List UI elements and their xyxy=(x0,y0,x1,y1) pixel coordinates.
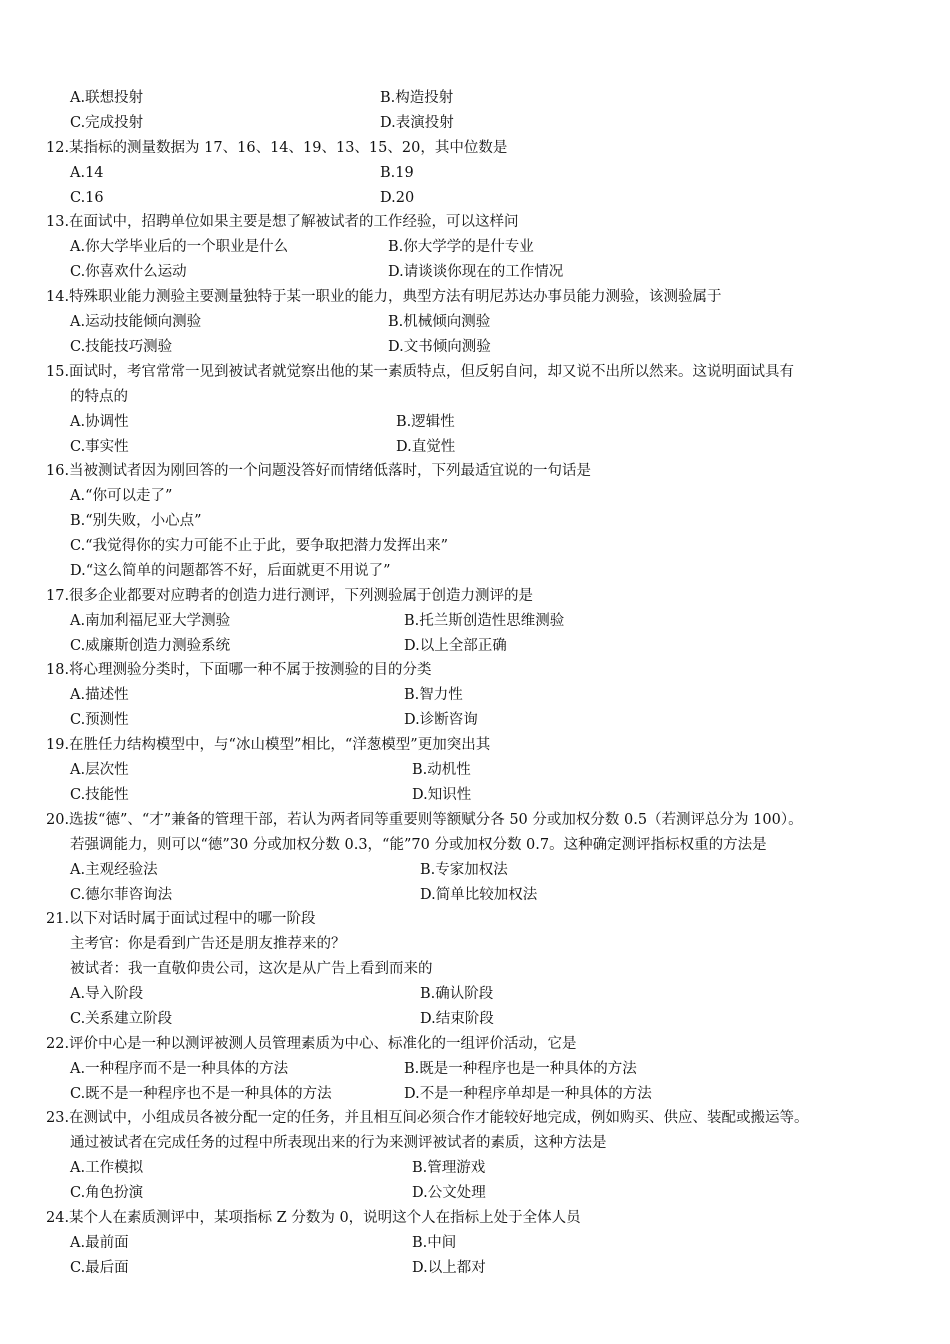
q19-option-a: A.层次性 xyxy=(70,762,129,778)
q14-option-b: B.机械倾向测验 xyxy=(388,314,491,330)
q15-option-d: D.直觉性 xyxy=(396,439,456,455)
q23-question-stem: 23.在测试中，小组成员各被分配一定的任务，并且相互间必须合作才能较好地完成，例如购买、供应、装配或搬运等。 xyxy=(46,1110,809,1126)
q16-option-a: A.“你可以走了” xyxy=(70,488,173,504)
q20-question-stem: 20.选拔“德”、“才”兼备的管理干部，若认为两者同等重要则等额赋分各 50 分或加权分数 0.5（若测评总分为 100）。 xyxy=(46,812,803,828)
q18-question-stem: 18.将心理测验分类时，下面哪一种不属于按测验的目的分类 xyxy=(46,662,432,678)
q23-option-a: A.工作模拟 xyxy=(70,1160,144,1176)
q22-option-b: B.既是一种程序也是一种具体的方法 xyxy=(404,1061,637,1077)
q21-question-stem: 21.以下对话时属于面试过程中的哪一阶段 xyxy=(46,911,316,927)
q11-options-option-c: C.完成投射 xyxy=(70,115,144,131)
q14-question-stem: 14.特殊职业能力测验主要测量独特于某一职业的能力，典型方法有明尼苏达办事员能力测验，该测验属于 xyxy=(46,289,722,305)
q20-text-line: 若强调能力，则可以“德”30 分或加权分数 0.3，“能”70 分或加权分数 0.7。这种确定测评指标权重的方法是 xyxy=(70,837,767,853)
q13-option-b: B.你大学学的是什专业 xyxy=(388,239,534,255)
q24-option-b: B.中间 xyxy=(412,1235,457,1251)
q12-option-d: D.20 xyxy=(380,190,415,206)
q16-option-c: C.“我觉得你的实力可能不止于此，要争取把潜力发挥出来” xyxy=(70,538,449,554)
q21-option-b: B.确认阶段 xyxy=(420,986,494,1002)
q13-option-c: C.你喜欢什么运动 xyxy=(70,264,187,280)
q15-option-c: C.事实性 xyxy=(70,439,129,455)
q12-option-a: A.14 xyxy=(70,165,104,181)
q24-option-d: D.以上都对 xyxy=(412,1260,486,1276)
q17-question-stem: 17.很多企业都要对应聘者的创造力进行测评，下列测验属于创造力测评的是 xyxy=(46,588,534,604)
q17-option-b: B.托兰斯创造性思维测验 xyxy=(404,613,565,629)
q16-option-d: D.“这么简单的问题都答不好，后面就更不用说了” xyxy=(70,563,391,579)
q20-option-b: B.专家加权法 xyxy=(420,862,508,878)
q14-option-d: D.文书倾向测验 xyxy=(388,339,491,355)
q21-option-a: A.导入阶段 xyxy=(70,986,144,1002)
q12-question-stem: 12.某指标的测量数据为 17、16、14、19、13、15、20，其中位数是 xyxy=(46,140,508,156)
q19-option-d: D.知识性 xyxy=(412,787,472,803)
q23-option-d: D.公文处理 xyxy=(412,1185,486,1201)
q21-option-c: C.关系建立阶段 xyxy=(70,1011,173,1027)
q23-option-c: C.角色扮演 xyxy=(70,1185,144,1201)
q21-text-line: 被试者：我一直敬仰贵公司，这次是从广告上看到而来的 xyxy=(70,961,433,977)
q16-option-b: B.“别失败，小心点” xyxy=(70,513,202,529)
q22-option-d: D.不是一种程序单却是一种具体的方法 xyxy=(404,1086,652,1102)
q22-option-a: A.一种程序而不是一种具体的方法 xyxy=(70,1061,289,1077)
q13-option-a: A.你大学毕业后的一个职业是什么 xyxy=(70,239,289,255)
q21-text-line: 主考官：你是看到广告还是朋友推荐来的？ xyxy=(70,936,346,952)
q24-option-a: A.最前面 xyxy=(70,1235,129,1251)
q22-option-c: C.既不是一种程序也不是一种具体的方法 xyxy=(70,1086,332,1102)
q23-text-line: 通过被试者在完成任务的过程中所表现出来的行为来测评被试者的素质，这种方法是 xyxy=(70,1135,607,1151)
q23-option-b: B.管理游戏 xyxy=(412,1160,486,1176)
q11-options-option-d: D.表演投射 xyxy=(380,115,454,131)
q13-option-d: D.请谈谈你现在的工作情况 xyxy=(388,264,564,280)
q12-option-c: C.16 xyxy=(70,190,104,206)
q11-options-option-b: B.构造投射 xyxy=(380,90,454,106)
q20-option-d: D.简单比较加权法 xyxy=(420,887,538,903)
q16-question-stem: 16.当被测试者因为刚回答的一个问题没答好而情绪低落时，下列最适宜说的一句话是 xyxy=(46,463,592,479)
q17-option-d: D.以上全部正确 xyxy=(404,638,507,654)
q17-option-a: A.南加利福尼亚大学测验 xyxy=(70,613,231,629)
q18-option-c: C.预测性 xyxy=(70,712,129,728)
q19-option-c: C.技能性 xyxy=(70,787,129,803)
q14-option-c: C.技能技巧测验 xyxy=(70,339,173,355)
q21-option-d: D.结束阶段 xyxy=(420,1011,494,1027)
q15-question-stem: 15.面试时，考官常常一见到被试者就觉察出他的某一素质特点，但反躬自问，却又说不出所以然来。这说明面试具有 xyxy=(46,364,795,380)
q24-option-c: C.最后面 xyxy=(70,1260,129,1276)
q13-question-stem: 13.在面试中，招聘单位如果主要是想了解被试者的工作经验，可以这样问 xyxy=(46,214,519,230)
q22-question-stem: 22.评价中心是一种以测评被测人员管理素质为中心、标准化的一组评价活动，它是 xyxy=(46,1036,577,1052)
q14-option-a: A.运动技能倾向测验 xyxy=(70,314,202,330)
q20-option-a: A.主观经验法 xyxy=(70,862,158,878)
q12-option-b: B.19 xyxy=(380,165,414,181)
q15-option-b: B.逻辑性 xyxy=(396,414,455,430)
q15-text-line: 的特点的 xyxy=(70,389,128,405)
q24-question-stem: 24.某个人在素质测评中，某项指标 Z 分数为 0，说明这个人在指标上处于全体人员 xyxy=(46,1210,581,1226)
q18-option-a: A.描述性 xyxy=(70,687,129,703)
q11-options-option-a: A.联想投射 xyxy=(70,90,144,106)
q18-option-b: B.智力性 xyxy=(404,687,463,703)
q19-question-stem: 19.在胜任力结构模型中，与“冰山模型”相比，“洋葱模型”更加突出其 xyxy=(46,737,491,753)
q15-option-a: A.协调性 xyxy=(70,414,129,430)
q19-option-b: B.动机性 xyxy=(412,762,471,778)
q17-option-c: C.威廉斯创造力测验系统 xyxy=(70,638,231,654)
q18-option-d: D.诊断咨询 xyxy=(404,712,478,728)
q20-option-c: C.德尔菲咨询法 xyxy=(70,887,173,903)
